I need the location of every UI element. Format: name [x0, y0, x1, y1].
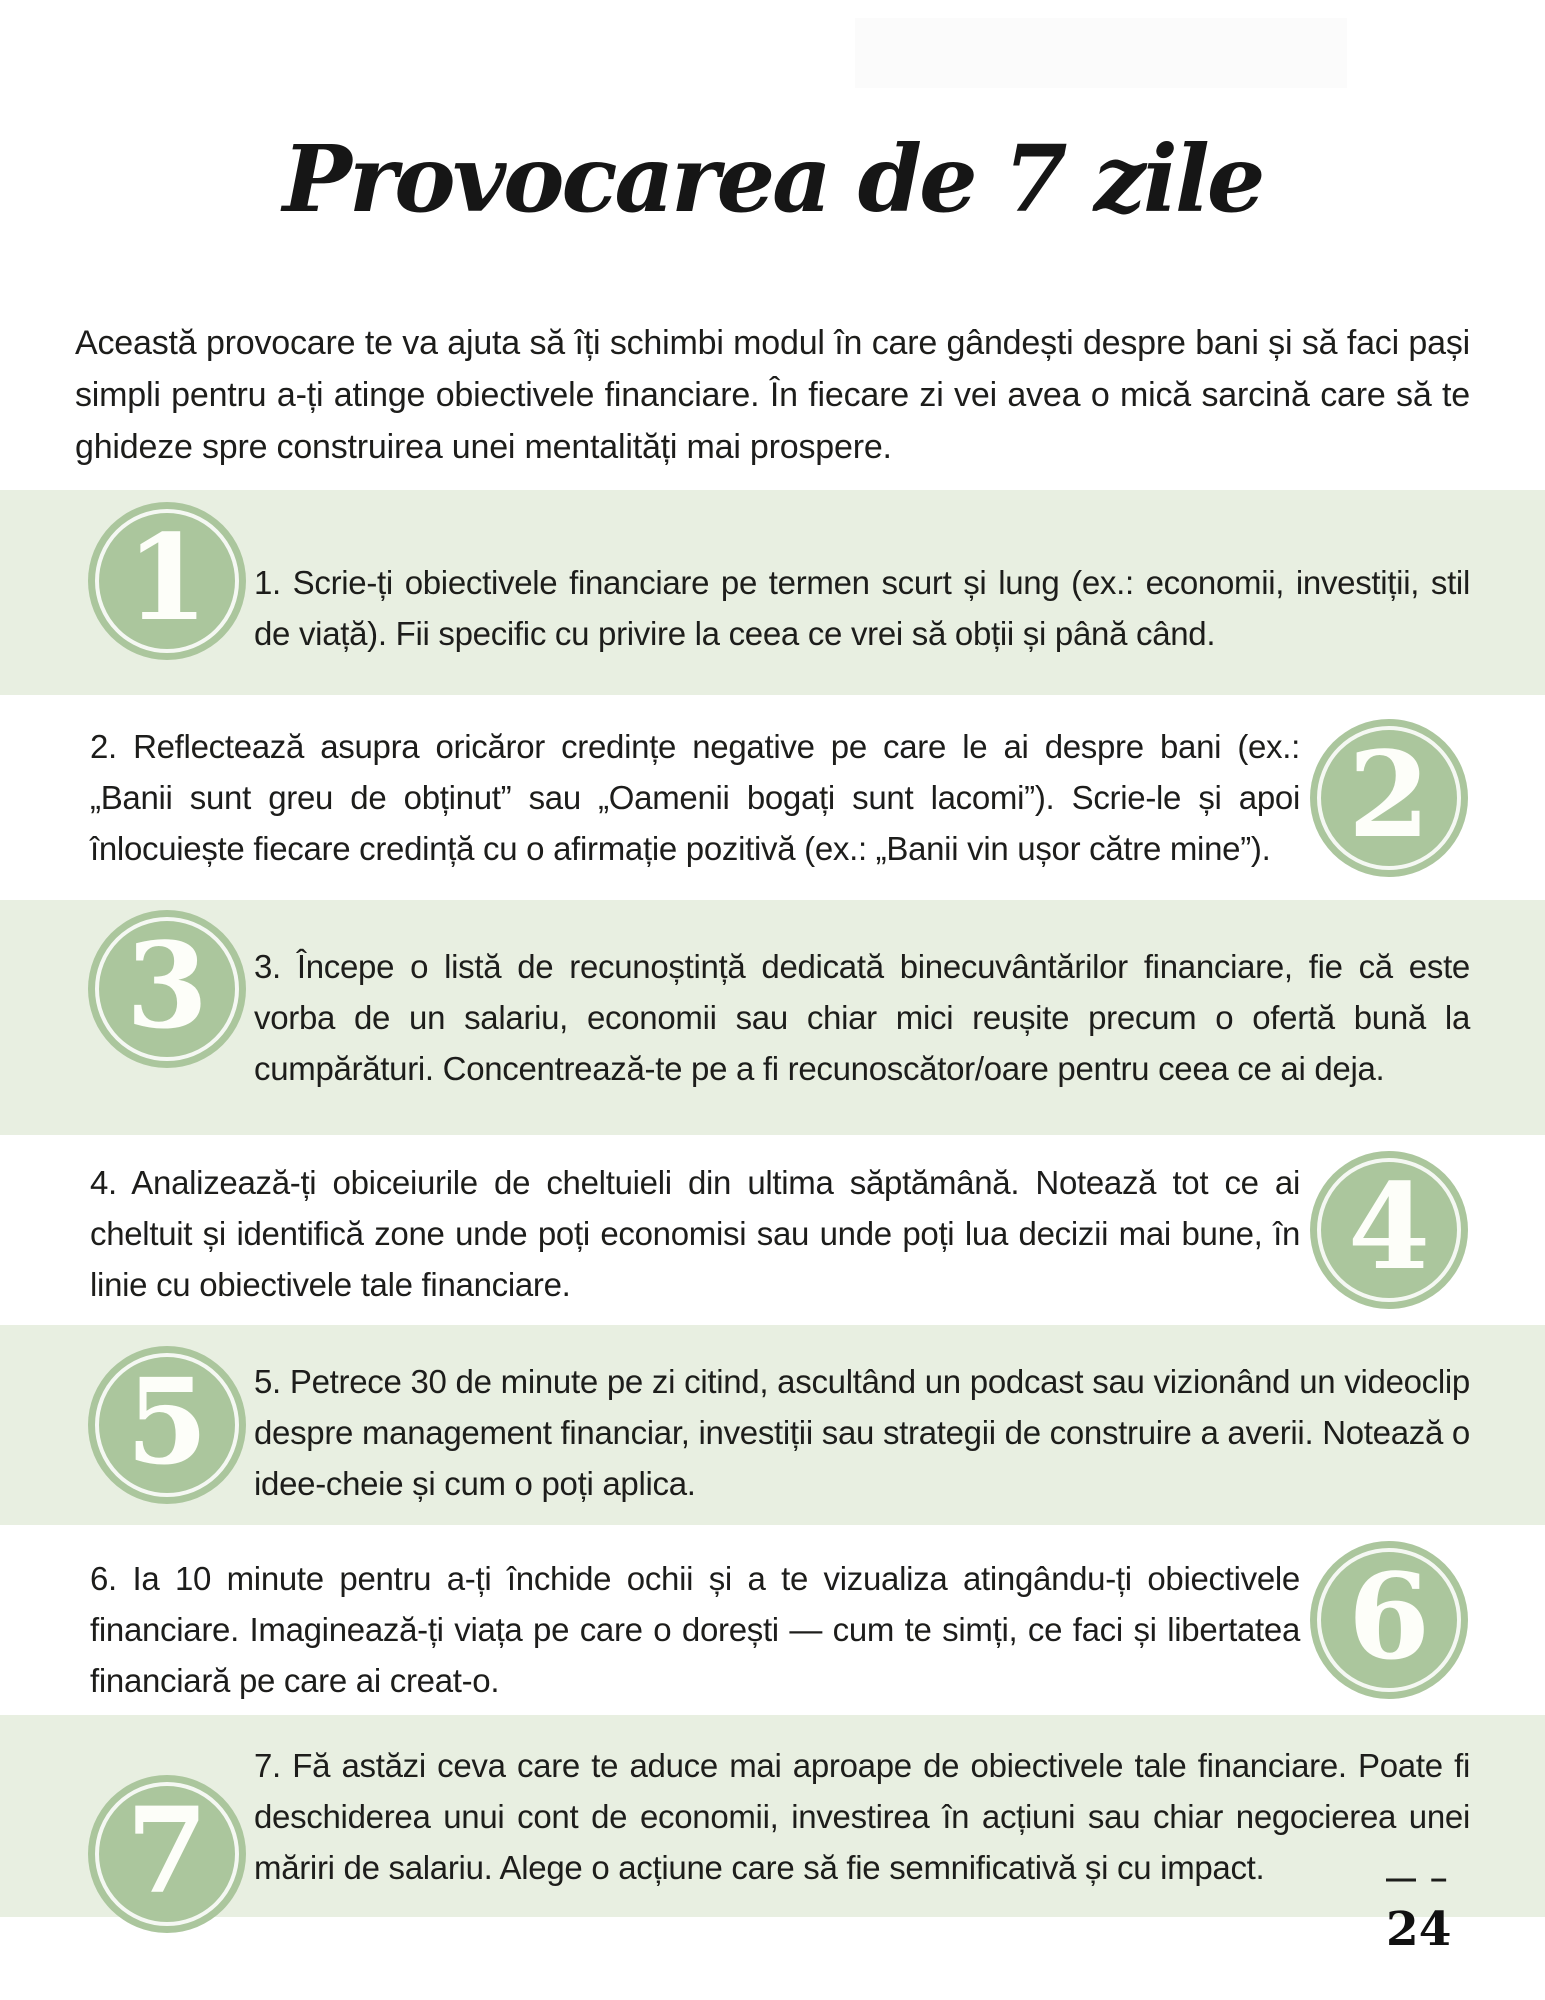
challenge-item-text: 3. Începe o listă de recunoștință dedicată binecuvântărilor financiare, fie că este vorba de un salariu, economii sau chiar mici reușite precum o ofertă bună la cumpărături. Concentrează-te pe a fi recunoscător/oare pentru ceea ce ai deja.: [254, 948, 1470, 1087]
challenge-item-text: 7. Fă astăzi ceva care te aduce mai aproape de obiectivele tale financiare. Poate fi deschiderea unui cont de economii, investirea în acțiuni sau chiar negocierea unei măriri de salariu. Alege o acțiune care să fie semnificativă și cu impact.: [254, 1746, 1470, 1886]
day-3-badge: [88, 910, 246, 1068]
day-number: 4: [1347, 1157, 1431, 1296]
day-6-badge: [1310, 1541, 1468, 1699]
day-4-badge: [1310, 1151, 1468, 1309]
challenge-item-7: [0, 1715, 1545, 1920]
challenge-item-4: [0, 1135, 1545, 1325]
challenge-item-text: 4. Analizează-ți obiceiurile de cheltuieli din ultima săptămână. Notează tot ce ai cheltuit și identifică zone unde poți economisi sau unde poți lua decizii mai bune, în linie cu obiectivele tale financiare.: [90, 1163, 1300, 1303]
footer-dashes: — –: [1386, 1862, 1451, 1895]
challenge-item-6: [0, 1525, 1545, 1715]
challenge-item-1: [0, 490, 1545, 695]
challenge-item-text: 5. Petrece 30 de minute pe zi citind, ascultând un podcast sau vizionând un videoclip despre management financiar, investiții sau strategii de construire a averii. Notează o idee-cheie și cum o poți aplica.: [254, 1362, 1470, 1502]
challenge-item-5: [0, 1325, 1545, 1525]
challenge-item-text: 2. Reflectează asupra oricăror credințe negative pe care le ai despre bani (ex.: „Banii sunt greu de obținut” sau „Oamenii bogați sunt lacomi”). Scrie-le și apoi înlocuiește fiecare credință cu o afirmație pozitivă (ex.: „Banii vin ușor către mine”).: [90, 728, 1300, 867]
page-title: Provocarea de 7 zile: [282, 125, 1263, 233]
challenge-item-text: 6. Ia 10 minute pentru a-ți închide ochii și a te vizualiza atingându-ți obiectivele financiare. Imaginează-ți viața pe care o dorești — cum te simți, ce faci și libertatea financiară pe care ai creat-o.: [90, 1559, 1300, 1699]
day-number: 7: [125, 1781, 209, 1920]
challenge-item-3: [0, 900, 1545, 1135]
day-number: 5: [125, 1352, 209, 1491]
day-number: 1: [125, 508, 209, 647]
day-1-badge: [88, 502, 246, 660]
day-7-badge: [88, 1775, 246, 1933]
top-highlight-rectangle: [855, 18, 1347, 88]
challenge-item-2: [0, 695, 1545, 900]
challenge-item-text: 1. Scrie-ți obiectivele financiare pe termen scurt și lung (ex.: economii, investiții, stil de viață). Fii specific cu privire la ceea ce vrei să obții și până când.: [254, 563, 1470, 652]
intro-paragraph: Această provocare te va ajuta să îți schimbi modul în care gândești despre bani și să faci pași simpli pentru a-ți atinge obiectivele financiare. În fiecare zi vei avea o mică sarcină care să te ghideze spre construirea unei mentalități mai prospere.: [75, 324, 1470, 466]
day-5-badge: [88, 1346, 246, 1504]
day-number: 6: [1347, 1547, 1431, 1686]
day-2-badge: [1310, 719, 1468, 877]
day-number: 3: [125, 916, 209, 1055]
page-number: 24: [1386, 1902, 1452, 1957]
day-number: 2: [1347, 724, 1431, 864]
